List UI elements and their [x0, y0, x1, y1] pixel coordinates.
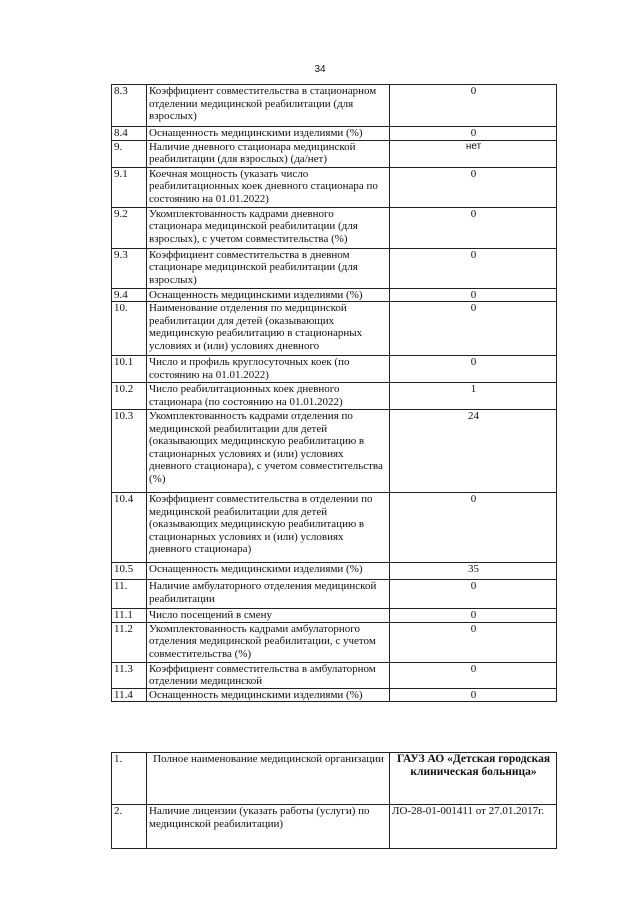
row-number: 11.2: [112, 622, 147, 662]
table-row: [112, 356, 557, 383]
row-number: 9.3: [112, 248, 147, 288]
table-row: [112, 85, 557, 127]
row-label: Оснащенность медицинскими изделиями (%): [147, 288, 390, 302]
table-row: [112, 302, 557, 356]
row-value: 0: [390, 356, 557, 383]
row-label: Наименование отделения по медицинской реабилитации для детей (оказывающих медицинскую реабилитацию в стационарных условиях и (или) условиях дневного: [147, 302, 390, 356]
row-label: Укомплектованность кадрами дневного стационара медицинской реабилитации (для взрослых), с учетом совместительства (%): [147, 207, 390, 248]
row-number: 8.4: [112, 127, 147, 141]
row-label: Оснащенность медицинскими изделиями (%): [147, 127, 390, 141]
row-value: 0: [390, 167, 557, 207]
row-number: 9.: [112, 140, 147, 167]
table-row: [112, 662, 557, 688]
table-row: [112, 609, 557, 623]
row-label: Оснащенность медицинскими изделиями (%): [147, 688, 390, 702]
table-row: [112, 410, 557, 493]
table-row: [112, 688, 557, 702]
row-label: Укомплектованность кадрами отделения по медицинской реабилитации для детей (оказывающих медицинскую реабилитацию в стационарных условиях и (или) условиях дневного стационара), с учетом совместительства (%): [147, 410, 390, 493]
row-value: 35: [390, 563, 557, 580]
table-row: [112, 127, 557, 141]
row-value: 0: [390, 288, 557, 302]
table-row: [112, 580, 557, 609]
row-label: Число и профиль круглосуточных коек (по состоянию на 01.01.2022): [147, 356, 390, 383]
row-value: 0: [390, 580, 557, 609]
table-row: [112, 288, 557, 302]
row-label: Коэффициент совместительства в стационарном отделении медицинской реабилитации (для взрослых): [147, 85, 390, 127]
row-value: 0: [390, 662, 557, 688]
rehab-indicators-table: [111, 84, 557, 702]
table-row: [112, 140, 557, 167]
row-number: 10.3: [112, 410, 147, 493]
row-value: 0: [390, 248, 557, 288]
table-row: [112, 622, 557, 662]
row-value: 0: [390, 622, 557, 662]
table-row: [112, 563, 557, 580]
row-number: 2.: [112, 805, 147, 849]
row-label: Укомплектованность кадрами амбулаторного отделения медицинской реабилитации, с учетом совместительства (%): [147, 622, 390, 662]
row-value: 0: [390, 688, 557, 702]
row-number: 11.: [112, 580, 147, 609]
row-label: Коэффициент совместительства в дневном стационаре медицинской реабилитации (для взрослых): [147, 248, 390, 288]
row-value: 0: [390, 609, 557, 623]
row-number: 11.4: [112, 688, 147, 702]
table-row: [112, 493, 557, 563]
row-value: ЛО-28-01-001411 от 27.01.2017г.: [390, 805, 557, 849]
row-number: 10.4: [112, 493, 147, 563]
row-number: 10.1: [112, 356, 147, 383]
row-label: Коэффициент совместительства в амбулаторном отделении медицинской: [147, 662, 390, 688]
row-number: 10.: [112, 302, 147, 356]
row-number: 9.4: [112, 288, 147, 302]
row-number: 8.3: [112, 85, 147, 127]
row-label: Полное наименование медицинской организации: [147, 753, 390, 805]
row-number: 11.1: [112, 609, 147, 623]
table-row: [112, 383, 557, 410]
row-label: Оснащенность медицинскими изделиями (%): [147, 563, 390, 580]
row-value: нет: [390, 140, 557, 167]
table-row: [112, 805, 557, 849]
page-number: 34: [314, 64, 326, 75]
row-label: Коэффициент совместительства в отделении по медицинской реабилитации для детей (оказывающих медицинскую реабилитацию в стационарных условиях и (или) условиях дневного стационара): [147, 493, 390, 563]
row-number: 10.2: [112, 383, 147, 410]
row-number: 11.3: [112, 662, 147, 688]
row-value: 0: [390, 127, 557, 141]
row-value: 0: [390, 207, 557, 248]
row-label: Наличие амбулаторного отделения медицинской реабилитации: [147, 580, 390, 609]
row-value: 1: [390, 383, 557, 410]
table-row: [112, 207, 557, 248]
table-row: [112, 167, 557, 207]
table-row: [112, 248, 557, 288]
organization-info-table: [111, 752, 557, 849]
row-label: Число посещений в смену: [147, 609, 390, 623]
row-value: ГАУЗ АО «Детская городская клиническая больница»: [390, 753, 557, 805]
row-number: 9.2: [112, 207, 147, 248]
row-value: 0: [390, 302, 557, 356]
row-label: Коечная мощность (указать число реабилитационных коек дневного стационара по состоянию на 01.01.2022): [147, 167, 390, 207]
table-row: [112, 753, 557, 805]
row-label: Наличие дневного стационара медицинской реабилитации (для взрослых) (да/нет): [147, 140, 390, 167]
row-value: 0: [390, 493, 557, 563]
row-label: Число реабилитационных коек дневного стационара (по состоянию на 01.01.2022): [147, 383, 390, 410]
row-number: 9.1: [112, 167, 147, 207]
row-value: 24: [390, 410, 557, 493]
row-number: 1.: [112, 753, 147, 805]
row-value: 0: [390, 85, 557, 127]
row-label: Наличие лицензии (указать работы (услуги) по медицинской реабилитации): [147, 805, 390, 849]
row-number: 10.5: [112, 563, 147, 580]
